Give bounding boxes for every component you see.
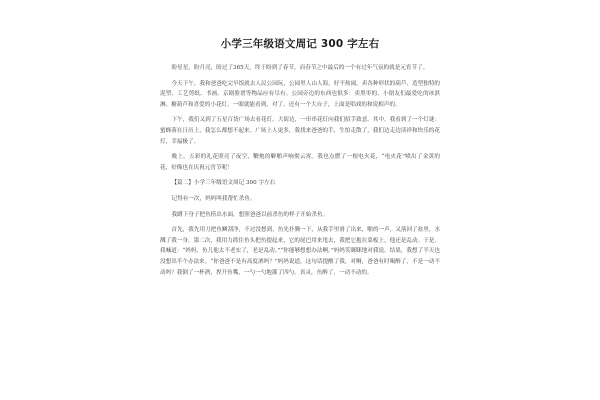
paragraph-4: 晚上，五彩的礼花照亮了夜空，鞭炮的噼啪声响彻云霄。我也点燃了一根电火花，“电火花”喷出了金黄的花，好像也在庆祝元宵节呢！ (160, 154, 440, 171)
paragraph-1: 盼星星，盼月亮，盼过了365天，终于盼到了春节，而春节之中最后的一个有过年气氛的就是元宵节了。 (171, 65, 429, 71)
document-body (160, 36, 440, 283)
paragraph-3: 下午，我们又到了五星百货广场去看花灯。大街边，一串串花灯向我们招手致意。其中，我看到了一个灯谜：蜜蜂落在日历上，我怎么都想不起来。广场上人更多，我找来爸爸的手，生怕走散了，我们边走边读祥和快乐的花灯，幸福极了。 (160, 117, 441, 145)
document-title: 小学三年级语文周记 300 字左右 (220, 38, 380, 50)
section-two-label: 【篇二】小学三年级语文周记 300 字左右 (171, 180, 276, 187)
paragraph-2: 今天下午，我和爸爸吃完早饭就去人民公园玩，公园里人山人海，好不热闹。卖各种形状的葫芦、造型独特的泥塑、工艺剪纸、书画、京剧脸谱等物品应有尽有。公园旁边的东西也很多：卖黑枣的、小朋友们最爱吃的冰淇淋、糖葫芦和喜爱的小花灯，一眼就能看到。对了，还有一个大台子，上面是唱戏的和说相声的。 (160, 80, 441, 108)
section-two-paragraph-2: 我蹲下身子把鱼捞出水面，想照爸爸以前杀鱼的样子开始杀鱼。 (171, 211, 329, 218)
section-two-paragraph-3: 首先，我先用刀把鱼鳞刮净，不过没想到，鱼先扑腾一下，从我手里滑了出来，啪的一声，又落回了盆里，水溅了我一身。第二次，我用力抓住鱼头把鱼提起来，它的尾巴用来甩去，我把它抱在菜板上，他还是乱动。于是，我喊道：“妈妈，鱼儿他太不老实了，老是乱动。”“你能够想想办法啊，”妈妈笑眯眯地对我说。结果，我想了半天也没想出半个办法来。“你爸爸不是有高度酒吗？”妈妈说道，这句话提醒了我，对啊，爸爸有时喝醉了，不是一动不动吗？我倒了一杯酒，捏开鱼嘴，一勺一勺地灌了四勺。真灵，鱼醉了，一动不动的。 (160, 227, 441, 276)
section-two-paragraph-1: 记得有一次，妈妈叫我帮忙杀鱼。 (171, 195, 256, 202)
